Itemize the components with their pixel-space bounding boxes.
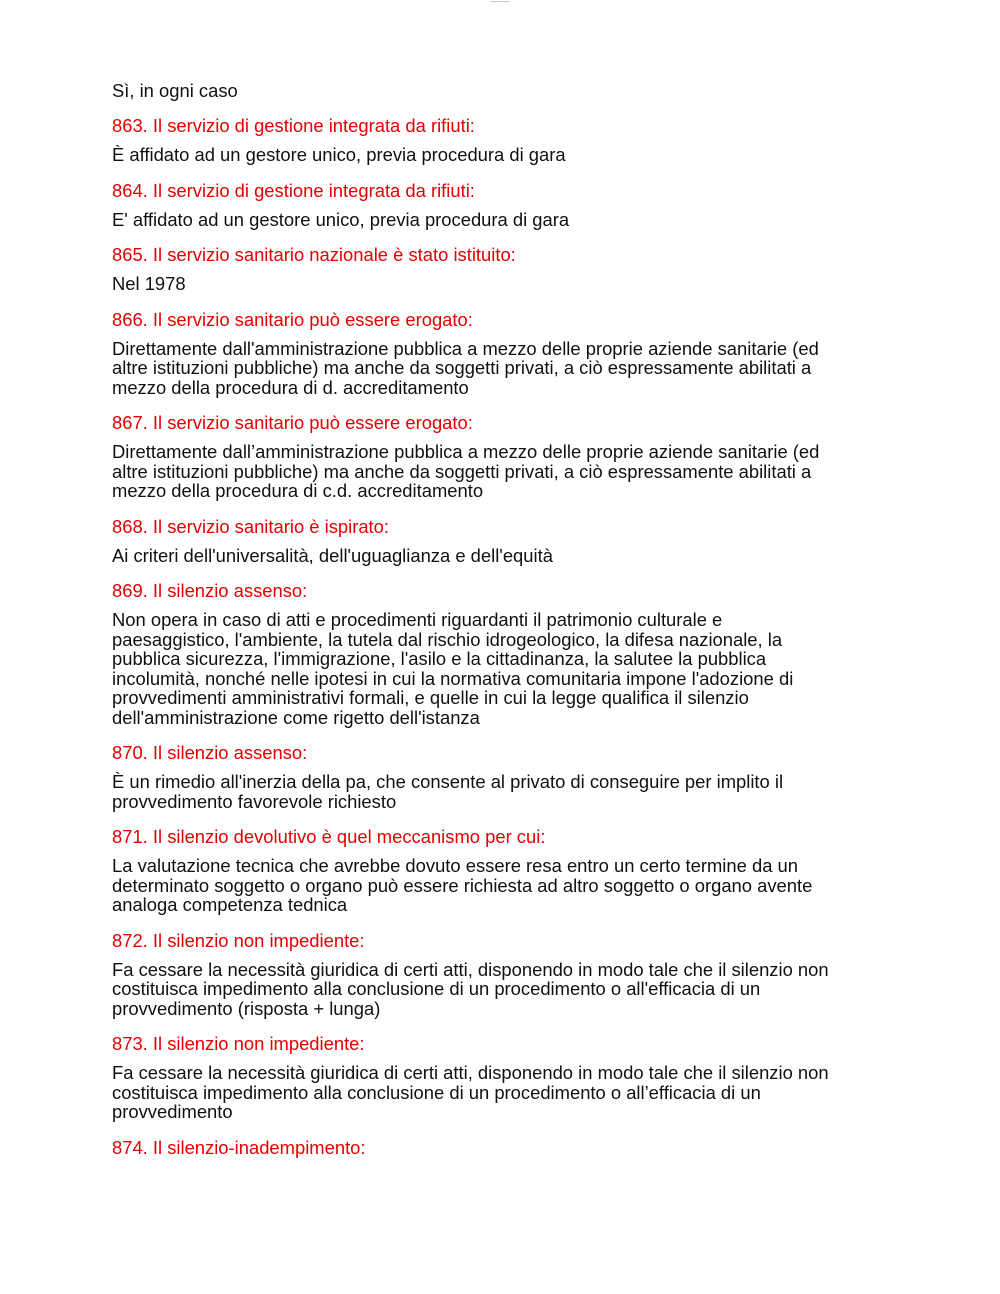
answer-869: Non opera in caso di atti e procedimenti riguardanti il patrimonio culturale e paesaggistico, l'ambiente, la tutela dal rischio idrogeologico, la difesa nazionale, la pubblica sicurezza, l'immigrazione, l'asilo e la cittadinanza, la salutee la pubblica incolumità, nonché nelle ipotesi in cui la normativa comunitaria impone l'adozione di provvedimenti amministrativi formali, e quelle in cui la legge qualifica il silenzio dell'amministrazione come rigetto dell'istanza [112, 609, 794, 728]
answer-864: E' affidato ad un gestore unico, previa procedura di gara [112, 208, 570, 230]
intro-answer: Sì, in ogni caso [112, 80, 238, 101]
answer-873: Fa cessare la necessità giuridica di certi atti, disponendo in modo tale che il silenzio non costituisca impedimento alla conclusione di un procedimento o all’efficacia di un provvedimento [112, 1062, 829, 1122]
answer-865: Nel 1978 [112, 273, 186, 294]
entry-872 [112, 930, 902, 1019]
question-869: 869. Il silenzio assenso: [112, 580, 308, 601]
entry-864 [112, 180, 902, 230]
answer-868: Ai criteri dell'universalità, dell'uguaglianza e dell'equità [112, 544, 553, 566]
question-873: 873. Il silenzio non impediente: [112, 1033, 365, 1054]
entry-871 [112, 826, 902, 915]
answer-867: Direttamente dall’amministrazione pubblica a mezzo delle proprie aziende sanitarie (ed altre istituzioni pubbliche) ma anche da soggetti privati, a ciò espressamente abilitati a mezzo della procedura di c.d. accreditamento [112, 441, 820, 501]
entry-865 [112, 244, 902, 294]
question-867: 867. Il servizio sanitario può essere erogato: [112, 412, 473, 433]
answer-863: È affidato ad un gestore unico, previa procedura di gara [112, 144, 566, 165]
question-863: 863. Il servizio di gestione integrata da rifiuti: [112, 115, 475, 136]
entry-873 [112, 1033, 902, 1122]
entry-874 [112, 1137, 902, 1158]
entry-870 [112, 742, 902, 811]
answer-872: Fa cessare la necessità giuridica di certi atti, disponendo in modo tale che il silenzio non costituisca impedimento alla conclusione di un procedimento o all'efficacia di un provvedimento (risposta + lunga) [112, 958, 829, 1019]
entry-866 [112, 309, 902, 398]
question-870: 870. Il silenzio assenso: [112, 742, 308, 763]
question-871: 871. Il silenzio devolutivo è quel meccanismo per cui: [112, 826, 546, 847]
entry-867 [112, 412, 902, 501]
answer-870: È un rimedio all'inerzia della pa, che consente al privato di conseguire per implito il provvedimento favorevole richiesto [112, 771, 784, 812]
document-page [112, 80, 902, 1167]
question-864: 864. Il servizio di gestione integrata da rifiuti: [112, 179, 475, 201]
question-874: 874. Il silenzio-inadempimento: [112, 1136, 366, 1158]
answer-871: La valutazione tecnica che avrebbe dovuto essere resa entro un certo termine da un determinato soggetto o organo può essere richiesta ad altro soggetto o organo avente analoga competenza tednica [112, 855, 813, 915]
question-865: 865. Il servizio sanitario nazionale è stato istituito: [112, 244, 516, 265]
page-header-mark [490, 1, 510, 2]
question-868: 868. Il servizio sanitario è ispirato: [112, 515, 390, 537]
entry-863 [112, 115, 902, 165]
entry-869 [112, 580, 902, 727]
entry-868 [112, 516, 902, 566]
answer-866: Direttamente dall'amministrazione pubblica a mezzo delle proprie aziende sanitarie (ed altre istituzioni pubbliche) ma anche da soggetti privati, a ciò espressamente abilitati a mezzo della procedura di d. accreditamento [112, 337, 819, 398]
question-866: 866. Il servizio sanitario può essere erogato: [112, 308, 473, 330]
question-872: 872. Il silenzio non impediente: [112, 929, 365, 951]
